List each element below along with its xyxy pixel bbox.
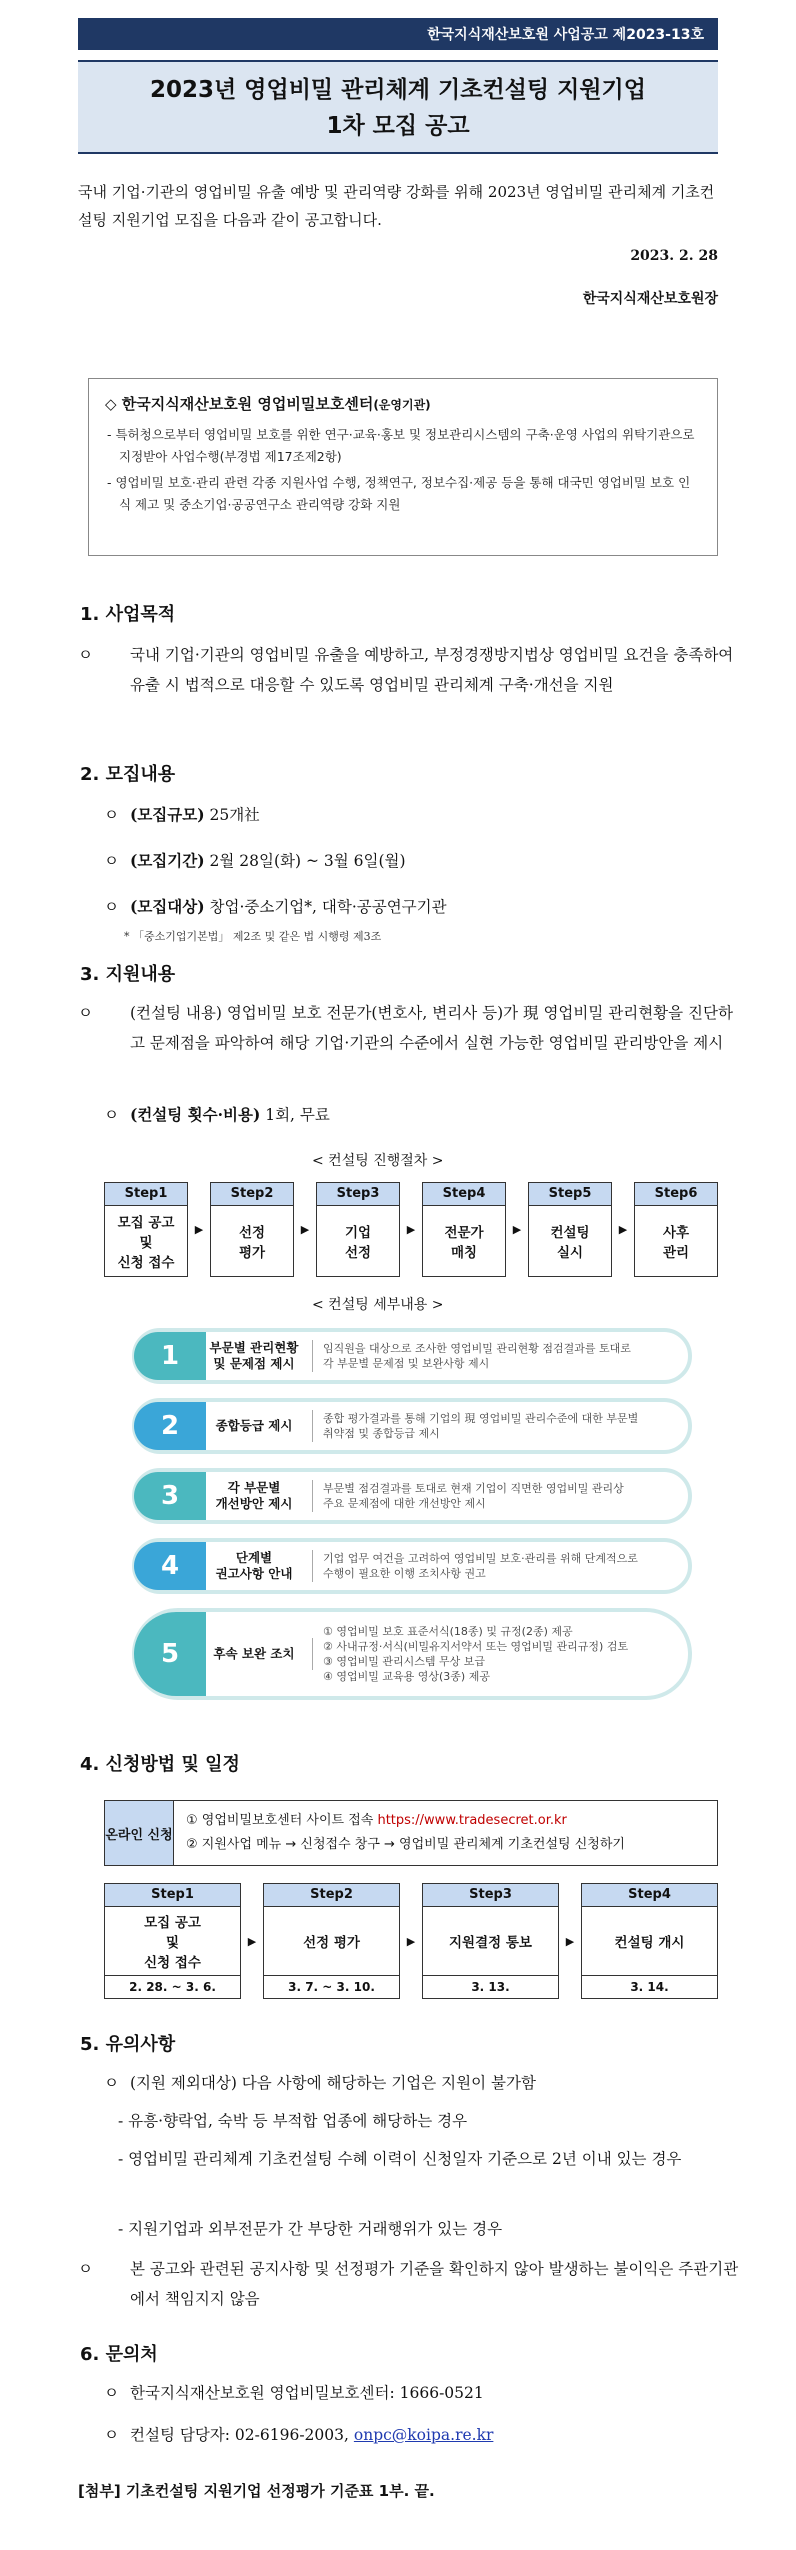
detail-number: 2: [134, 1402, 206, 1450]
exclusion-1: - 유흥·향락업, 숙박 등 부적합 업종에 해당하는 경우: [118, 2112, 468, 2130]
process-step-number: Step2: [211, 1183, 293, 1206]
schedule-step-number: Step4: [582, 1884, 717, 1907]
schedule-step-label: 컨설팅 개시: [614, 1935, 685, 1951]
detail-divider: [312, 1340, 313, 1372]
org-desc-2: - 영업비밀 보호·관리 관련 각종 지원사업 수행, 정책연구, 정보수집·제공 등을 통해 대국민 영업비밀 보호 인식 제고 및 중소기업·공공연구소 관리역량 강화 지원: [107, 475, 691, 512]
detail-label: 단계별 권고사항 안내: [215, 1550, 293, 1581]
detail-label: 후속 보완 조치: [213, 1646, 295, 1661]
flow-arrow-icon: ▶: [247, 1934, 257, 1948]
consulting-detail-item: [132, 1538, 692, 1594]
process-caption: < 컨설팅 진행절차 >: [312, 1153, 444, 1169]
schedule-step-date: 3. 14.: [582, 1975, 717, 1998]
attachment-note: [첨부] 기초컨설팅 지원기업 선정평가 기준표 1부. 끝.: [78, 2482, 435, 2500]
online-application-label: 온라인 신청: [105, 1801, 174, 1865]
online-step-1-text: ① 영업비밀보호센터 사이트 접속: [186, 1813, 374, 1828]
consulting-cost: [104, 1100, 716, 1130]
detail-label: 종합등급 제시: [215, 1418, 293, 1433]
online-application-steps: [174, 1801, 637, 1865]
consulting-detail-item: [132, 1328, 692, 1384]
recruit-period: [104, 846, 716, 876]
schedule-step-number: Step3: [423, 1884, 558, 1907]
bullet-marker: ㅇ: [104, 1106, 119, 1124]
detail-divider: [312, 1638, 313, 1670]
exclusion-rule: [104, 2068, 716, 2098]
operating-org-box: [88, 378, 718, 556]
section-3-heading: 3. 지원내용: [80, 964, 176, 985]
process-step-label: 사후 관리: [662, 1224, 690, 1261]
recruit-size-value: 25개社: [209, 806, 260, 824]
disclaimer-text: 본 공고와 관련된 공지사항 및 선정평가 기준을 확인하지 않아 발생하는 불이익은 주관기관에서 책임지지 않음: [130, 2260, 739, 2308]
process-step: [210, 1182, 294, 1277]
consulting-content-text: (컨설팅 내용) 영업비밀 보호 전문가(변호사, 변리사 등)가 現 영업비밀 관리현황을 진단하고 문제점을 파악하여 해당 기업·기관의 수준에서 실현 가능한 영업비밀 관리방안을 제시: [130, 1004, 733, 1052]
org-title-text: ◇ 한국지식재산보호원 영업비밀보호센터: [105, 395, 374, 413]
bullet-marker: ㅇ: [104, 852, 119, 870]
schedule-step: [581, 1883, 718, 1999]
page-title-line2: 1차 모집 공고: [326, 113, 470, 139]
bullet-marker: ㅇ: [104, 806, 119, 824]
contact-manager-text: 컨설팅 담당자: 02-6196-2003,: [130, 2426, 349, 2444]
online-step-2: ② 지원사업 메뉴 → 신청접수 창구 → 영업비밀 관리체계 기초컨설팅 신청하기: [186, 1837, 625, 1852]
recruit-target-label: (모집대상): [130, 897, 205, 916]
contact-email-link[interactable]: onpc@koipa.re.kr: [353, 2426, 494, 2444]
schedule-step-label: 모집 공고 및 신청 접수: [144, 1915, 201, 1971]
detail-description: ① 영업비밀 보호 표준서식(18종) 및 규정(2종) 제공 ② 사내규정·서식(비밀유지서약서 또는 영업비밀 관리규정) 검토 ③ 영업비밀 관리시스템 무상 보급 ④ 영업비밀 교육용 영상(3종) 제공: [323, 1625, 629, 1683]
process-step-label: 전문가 매칭: [444, 1224, 484, 1261]
process-step-label: 기업 선정: [344, 1224, 372, 1261]
contact-center: [104, 2378, 716, 2408]
notice-signer: 한국지식재산보호원장: [582, 291, 718, 307]
process-step-label: 컨설팅 실시: [550, 1224, 590, 1261]
consulting-cost-label: (컨설팅 횟수·비용): [130, 1105, 261, 1124]
process-step: [422, 1182, 506, 1277]
detail-label: 부문별 관리현황 및 문제점 제시: [209, 1340, 299, 1371]
bullet-marker: ㅇ: [104, 2074, 119, 2092]
flow-arrow-icon: ▶: [512, 1222, 522, 1236]
process-step: [104, 1182, 188, 1277]
detail-divider: [312, 1410, 313, 1442]
detail-caption: < 컨설팅 세부내용 >: [312, 1297, 444, 1313]
schedule-step-number: Step2: [264, 1884, 399, 1907]
schedule-step: [104, 1883, 241, 1999]
page-title-box: [78, 60, 718, 154]
exclusion-3: - 지원기업과 외부전문가 간 부당한 거래행위가 있는 경우: [118, 2220, 503, 2238]
process-step-number: Step5: [529, 1183, 611, 1206]
detail-divider: [312, 1550, 313, 1582]
process-step: [634, 1182, 718, 1277]
schedule-step: [263, 1883, 400, 1999]
process-step-label: 선정 평가: [238, 1224, 266, 1261]
page-title-line1: 2023년 영업비밀 관리체계 기초컨설팅 지원기업: [150, 77, 646, 103]
process-step: [316, 1182, 400, 1277]
process-step-number: Step4: [423, 1183, 505, 1206]
bullet-marker: ㅇ: [78, 1004, 93, 1022]
detail-number: 3: [134, 1472, 206, 1520]
online-application-box: [104, 1800, 718, 1866]
bullet-marker: ㅇ: [78, 646, 93, 664]
process-step-number: Step1: [105, 1183, 187, 1206]
consulting-cost-value: 1회, 무료: [265, 1106, 330, 1124]
recruit-period-value: 2월 28일(화) ~ 3월 6일(월): [209, 852, 406, 870]
schedule-step-number: Step1: [105, 1884, 240, 1907]
bullet-marker: ㅇ: [104, 2384, 119, 2402]
schedule-step-label: 지원결정 통보: [449, 1935, 532, 1951]
detail-label: 각 부문별 개선방안 제시: [215, 1480, 293, 1511]
process-step-label: 모집 공고 및 신청 접수: [117, 1214, 175, 1271]
schedule-step-date: 3. 13.: [423, 1975, 558, 1998]
org-desc-1: - 특허청으로부터 영업비밀 보호를 위한 연구·교육·홍보 및 정보관리시스템의 구축·운영 사업의 위탁기관으로 지정받아 사업수행(부경법 제17조제2항): [107, 427, 695, 464]
section-2-heading: 2. 모집내용: [80, 764, 176, 785]
sme-footnote: * 「중소기업기본법」 제2조 및 같은 법 시행령 제3조: [124, 930, 382, 943]
notice-date: 2023. 2. 28: [630, 248, 718, 264]
detail-description: 임직원을 대상으로 조사한 영업비밀 관리현황 점검결과를 토대로 각 부문별 문제점 및 보완사항 제시: [323, 1342, 631, 1370]
exclusion-2: - 영업비밀 관리체계 기초컨설팅 수혜 이력이 신청일자 기준으로 2년 이내 있는 경우: [118, 2150, 682, 2168]
consulting-detail-item: [132, 1468, 692, 1524]
consulting-content: [78, 998, 742, 1058]
consulting-detail-item: [132, 1398, 692, 1454]
section-1-text: [78, 640, 742, 700]
schedule-step-date: 2. 28. ~ 3. 6.: [105, 1975, 240, 1998]
detail-description: 부문별 점검결과를 토대로 현재 기업이 직면한 영업비밀 관리상 주요 문제점에 대한 개선방안 제시: [323, 1482, 624, 1510]
recruit-size-label: (모집규모): [130, 805, 205, 824]
process-step-number: Step6: [635, 1183, 717, 1206]
bullet-marker: ㅇ: [104, 898, 119, 916]
detail-description: 종합 평가결과를 통해 기업의 現 영업비밀 관리수준에 대한 부문별 취약점 및 종합등급 제시: [323, 1412, 639, 1440]
section-1-body: 국내 기업·기관의 영업비밀 유출을 예방하고, 부정경쟁방지법상 영업비밀 요건을 충족하여 유출 시 법적으로 대응할 수 있도록 영업비밀 관리체계 구축·개선을 지원: [130, 646, 734, 694]
detail-number: 5: [134, 1612, 206, 1696]
section-6-heading: 6. 문의처: [80, 2344, 158, 2365]
detail-description: 기업 업무 여건을 고려하여 영업비밀 보호·관리를 위해 단계적으로 수행이 필요한 이행 조치사항 권고: [323, 1552, 638, 1580]
flow-arrow-icon: ▶: [194, 1222, 204, 1236]
process-step-number: Step3: [317, 1183, 399, 1206]
application-schedule-flow: [104, 1884, 718, 1998]
section-4-heading: 4. 신청방법 및 일정: [80, 1754, 240, 1775]
org-title-sub: (운영기관): [373, 398, 431, 412]
notice-number-bar: [78, 18, 718, 50]
schedule-step-label: 선정 평가: [303, 1935, 360, 1951]
detail-divider: [312, 1480, 313, 1512]
flow-arrow-icon: ▶: [618, 1222, 628, 1236]
section-1-heading: 1. 사업목적: [80, 604, 176, 625]
detail-number: 1: [134, 1332, 206, 1380]
online-step-1: [186, 1809, 625, 1833]
flow-arrow-icon: ▶: [300, 1222, 310, 1236]
bullet-marker: ㅇ: [78, 2260, 93, 2278]
recruit-period-label: (모집기간): [130, 851, 205, 870]
exclusion-rule-text: (지원 제외대상) 다음 사항에 해당하는 기업은 지원이 불가함: [130, 2074, 536, 2092]
schedule-step-date: 3. 7. ~ 3. 10.: [264, 1975, 399, 1998]
tradesecret-site-link[interactable]: https://www.tradesecret.or.kr: [377, 1813, 567, 1828]
intro-text: 국내 기업·기관의 영업비밀 유출 예방 및 관리역량 강화를 위해 2023년 영업비밀 관리체계 기초컨설팅 지원기업 모집을 다음과 같이 공고합니다.: [78, 183, 715, 229]
flow-arrow-icon: ▶: [406, 1934, 416, 1948]
schedule-step: [422, 1883, 559, 1999]
bullet-marker: ㅇ: [104, 2426, 119, 2444]
recruit-size: [104, 800, 716, 830]
flow-arrow-icon: ▶: [565, 1934, 575, 1948]
consulting-detail-item: [132, 1608, 692, 1700]
detail-number: 4: [134, 1542, 206, 1590]
org-title: [105, 393, 701, 414]
flow-arrow-icon: ▶: [406, 1222, 416, 1236]
recruit-target-value: 창업·중소기업*, 대학·공공연구기관: [209, 898, 447, 916]
section-5-heading: 5. 유의사항: [80, 2034, 176, 2055]
contact-center-text: 한국지식재산보호원 영업비밀보호센터: 1666-0521: [130, 2384, 484, 2402]
disclaimer: [78, 2254, 742, 2314]
notice-number: 한국지식재산보호원 사업공고 제2023-13호: [427, 27, 704, 43]
process-step: [528, 1182, 612, 1277]
recruit-target: [104, 892, 716, 922]
contact-manager: [104, 2420, 716, 2450]
consulting-process-flow: [104, 1182, 718, 1276]
